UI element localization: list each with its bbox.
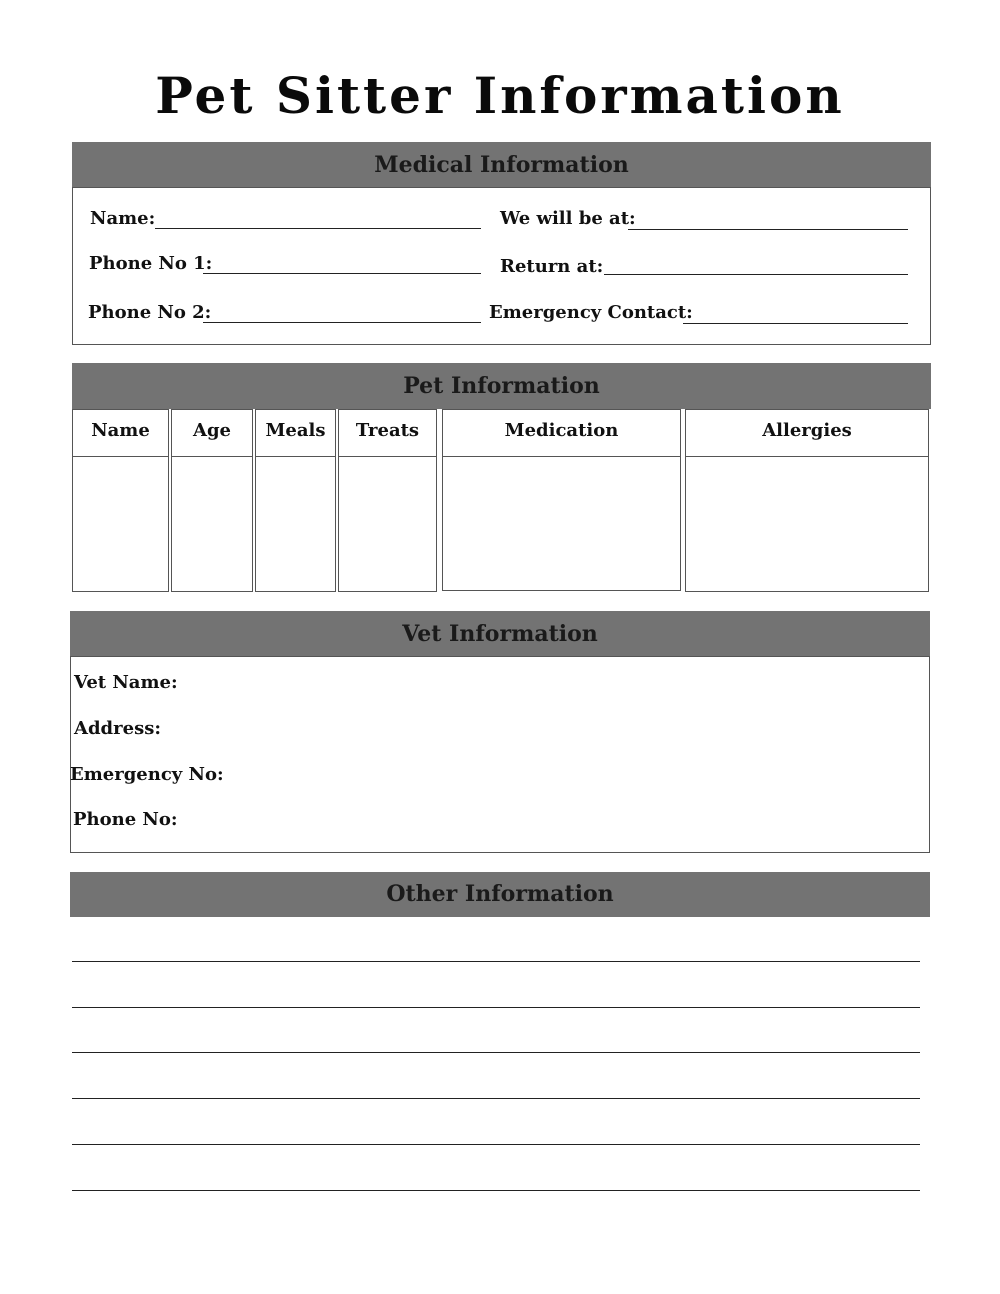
column-header-medication: Medication	[442, 409, 681, 457]
name-field[interactable]	[155, 228, 481, 229]
emergency-contact-label: Emergency Contact:	[489, 302, 693, 323]
pet-meals-cell[interactable]	[255, 456, 336, 592]
column-header-age: Age	[171, 409, 253, 457]
we-will-be-at-label: We will be at:	[500, 208, 636, 229]
emergency-no-label: Emergency No:	[70, 764, 224, 785]
address-label: Address:	[74, 718, 161, 739]
column-header-treats: Treats	[338, 409, 437, 457]
notes-line[interactable]	[72, 1007, 920, 1008]
vet-information-box	[70, 656, 930, 853]
vet-information-header: Vet Information	[70, 611, 930, 657]
name-label: Name:	[90, 208, 156, 229]
notes-line[interactable]	[72, 961, 920, 962]
pet-treats-cell[interactable]	[338, 456, 437, 592]
pet-name-cell[interactable]	[72, 456, 169, 592]
vet-name-label: Vet Name:	[74, 672, 178, 693]
return-at-label: Return at:	[500, 256, 604, 277]
return-at-field[interactable]	[604, 274, 908, 275]
column-header-meals: Meals	[255, 409, 336, 457]
pet-allergies-cell[interactable]	[685, 456, 929, 592]
phone-no-label: Phone No:	[73, 809, 178, 830]
medical-information-header: Medical Information	[72, 142, 931, 188]
phone1-field[interactable]	[203, 273, 481, 274]
we-will-be-at-field[interactable]	[628, 229, 908, 230]
emergency-contact-field[interactable]	[683, 323, 908, 324]
pet-age-cell[interactable]	[171, 456, 253, 592]
phone2-label: Phone No 2:	[88, 302, 212, 323]
notes-line[interactable]	[72, 1190, 920, 1191]
notes-line[interactable]	[72, 1144, 920, 1145]
phone2-field[interactable]	[203, 322, 481, 323]
phone1-label: Phone No 1:	[89, 253, 213, 274]
column-header-allergies: Allergies	[685, 409, 929, 457]
notes-line[interactable]	[72, 1052, 920, 1053]
column-header-name: Name	[72, 409, 169, 457]
page-title: Pet Sitter Information	[155, 66, 845, 125]
pet-medication-cell[interactable]	[442, 456, 681, 591]
notes-line[interactable]	[72, 1098, 920, 1099]
other-information-header: Other Information	[70, 872, 930, 917]
pet-information-header: Pet Information	[72, 363, 931, 409]
